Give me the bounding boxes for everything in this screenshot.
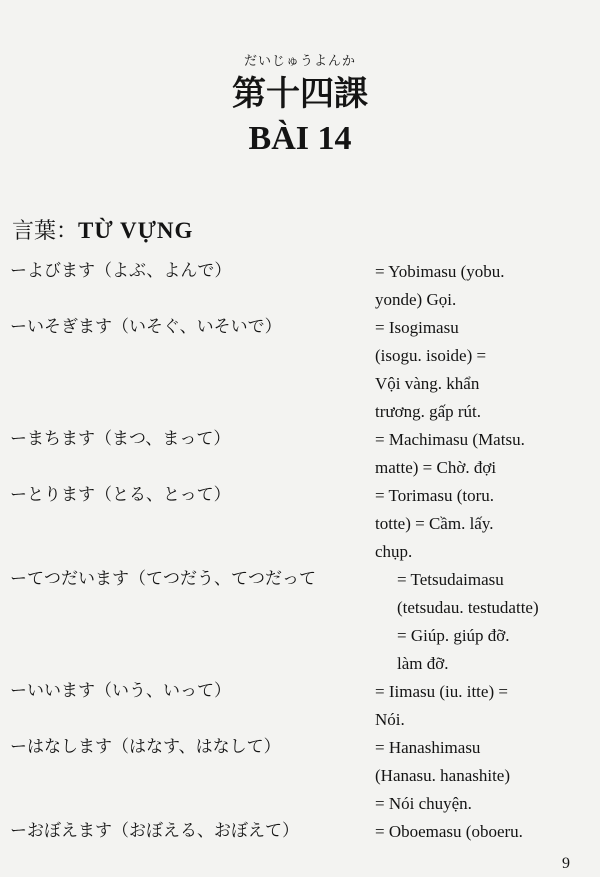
vocab-japanese: ーまちます（まつ、まって）	[10, 429, 231, 449]
vocab-japanese: ーいそぎます（いそぐ、いそいで）	[10, 317, 282, 337]
vocab-japanese: ーてつだいます（てつだう、てつだって	[10, 569, 316, 589]
vocab-meaning: = Yobimasu (yobu. yonde) Gọi.	[375, 262, 505, 309]
vocab-meaning: = Oboemasu (oboeru.	[375, 822, 523, 841]
vocabulary-heading	[12, 214, 193, 245]
vocabulary-heading-vn: TỪ VỰNG	[78, 218, 194, 243]
lesson-title: BÀI 14	[248, 120, 352, 157]
title-furigana: だいじゅうよんか	[243, 54, 356, 69]
vocab-meaning: = Isogimasu (isogu. isoide) = Vội vàng. khẩn trương. gấp rút.	[375, 318, 487, 421]
kanji-lesson-title: 第十四課	[232, 74, 368, 114]
page-number: 9	[562, 855, 570, 872]
vocab-japanese: ーいいます（いう、いって）	[10, 681, 231, 701]
vocab-meaning: = Iimasu (iu. itte) = Nói.	[375, 682, 508, 729]
vocab-meaning: = Machimasu (Matsu. matte) = Chờ. đợi	[375, 430, 525, 477]
vocabulary-heading-jp: 言葉：	[12, 219, 79, 244]
vocab-japanese: ーよびます（よぶ、よんで）	[10, 261, 232, 281]
vocab-meaning: = Hanashimasu (Hanasu. hanashite) = Nói chuyện.	[375, 738, 511, 813]
vocab-japanese: ーとります（とる、とって）	[10, 485, 231, 505]
vocab-japanese: ーおぼえます（おぼえる、おぼえて）	[10, 821, 299, 841]
vocab-meaning: = Torimasu (toru. totte) = Cầm. lấy. chụp.	[375, 486, 495, 561]
vocab-meaning: = Tetsudaimasu (tetsudau. testudatte) = Giúp. giúp đỡ. làm đỡ.	[397, 570, 539, 673]
vocab-japanese: ーはなします（はなす、はなして）	[10, 737, 281, 757]
